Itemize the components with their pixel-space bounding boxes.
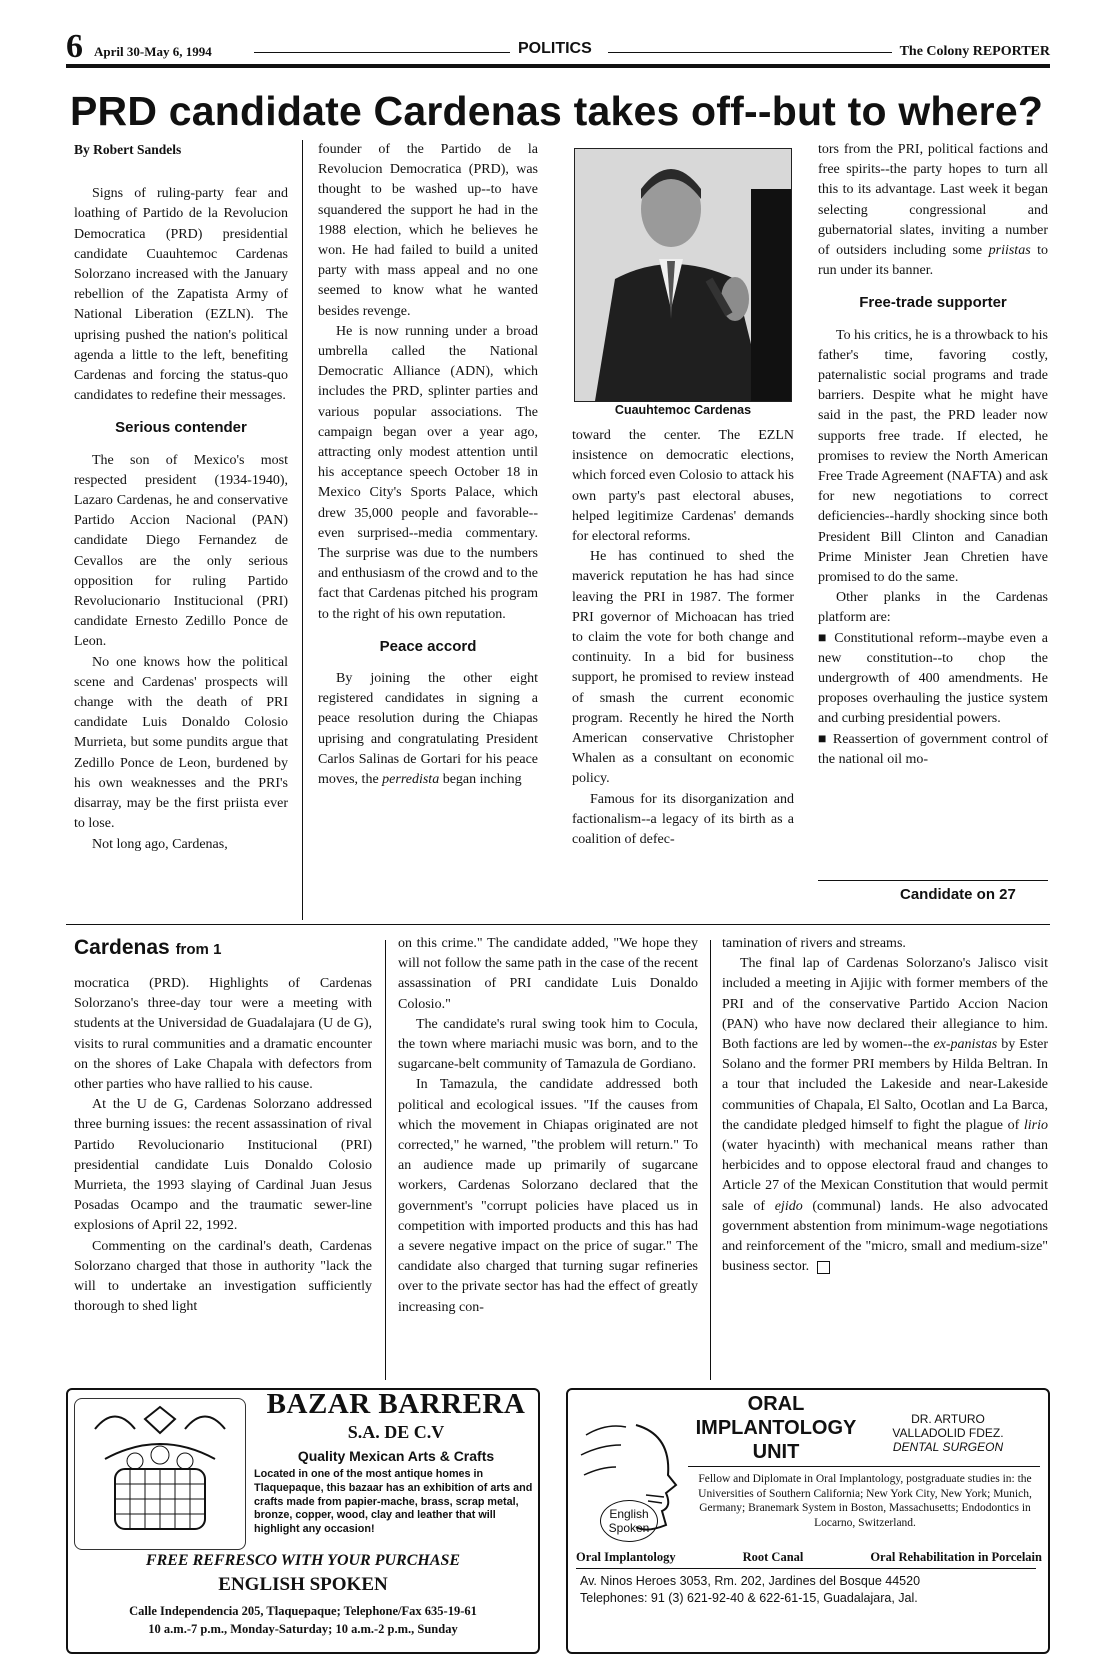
bazar-description: Located in one of the most antique homes in Tlaquepaque, this bazaar has an exhibition of arts and crafts made from papier-mache, brass, scrap metal, bronze, copper, wood, clay and leather that will highlight any occasion! bbox=[254, 1468, 533, 1536]
end-mark-icon bbox=[817, 1261, 830, 1274]
candidate-photo-illustration bbox=[575, 149, 791, 401]
section-divider bbox=[66, 924, 1050, 925]
column-rule bbox=[385, 940, 386, 1380]
bazar-basket-illustration bbox=[75, 1399, 245, 1549]
paragraph: Signs of ruling-party fear and loathing of Partido de la Revolucion Democratica (PRD) presidential candidate Cuauhtemoc Cardenas Solorzano increased with the January rebellion of the Zapatista Army of National Liberation (EZLN). The uprising pushed the nation's political agenda a little to the left, benefiting Cardenas and forcing the status-quo candidates to redefine their messages. bbox=[74, 186, 288, 404]
article-column-2 bbox=[318, 140, 538, 790]
bazar-name: BAZAR BARRERA bbox=[266, 1388, 526, 1420]
byline: By Robert Sandels bbox=[74, 142, 182, 157]
candidate-photo bbox=[574, 148, 792, 402]
paragraph: No one knows how the political scene and Cardenas' prospects will change with the death of PRI candidate Luis Donaldo Colosio Murrieta, but some pundits argue that Zedillo Ponce de Leon, burdened by his own weaknesses and the PRI's disarray, may be the first priista ever to lose. bbox=[74, 654, 288, 832]
paragraph: In Tamazula, the candidate addressed both political and ecological issues. "If the causes from which the movement in Chiapas originated are not corrected," he warned, "the problem will return." To an audience made up primarily of sugarcane workers, Cardenas Solorzano declared that the government's "corrupt policies have placed us in competition with imported products and this has had a severe negative impact on the price of sugar." The candidate also charged that turning sugar refineries over to the private sector has had the effect of greatly increasing con- bbox=[398, 1077, 698, 1315]
oral-title: ORAL IMPLANTOLOGY UNIT bbox=[695, 1393, 857, 1463]
paragraph: The son of Mexico's most respected president (1934-1940), Lazaro Cardenas, he and conservative Partido Accion Nacional (PAN) candidate Diego Fernandez de Cevallos are the only serious opposition for ruling Partido Revolucionario Institucional (PRI) candidate Ernesto Zedillo Ponce de Leon. bbox=[74, 452, 288, 650]
header-rule-right bbox=[608, 52, 892, 53]
paragraph: By joining the other eight registered candidates in signing a peace resolution during the Chiapas uprising and congratulating President Carlos Salinas de Gortari for his peace moves, the perredista began inching bbox=[318, 671, 538, 788]
english-spoken-badge: English Spoken bbox=[600, 1500, 658, 1542]
oral-description: Fellow and Diplomate in Oral Implantology, postgraduate studies in: the Universities of Southern California; New York City, New York; Munich, Germany; Branemark System in Boston, Massachusetts; Endodontics in Locarno, Switzerland. bbox=[698, 1473, 1032, 1529]
oral-address: Av. Ninos Heroes 3053, Rm. 202, Jardines del Bosque 44520 bbox=[580, 1574, 921, 1588]
paragraph: tors from the PRI, political factions and free spirits--the party hopes to turn all this to its advantage. Last week it began selecting congressional and gubernatorial slates, inviting a number of outsiders including some priistas to run under its banner. bbox=[818, 142, 1049, 279]
paragraph: founder of the Partido de la Revolucion Democratica (PRD), was thought to be washed up--to have squandered the support he had in the 1988 election, which he believes he won. He had failed to build a united party with mass appeal and no one seemed to know what he wanted besides revenge. bbox=[318, 142, 538, 319]
paragraph: toward the center. The EZLN insistence on democratic elections, which forced even Colosio to attack his own party's past electoral abuses, helped legitimize Cardenas' demands for electoral reforms. bbox=[572, 428, 794, 545]
subhead-serious-contender: Serious contender bbox=[115, 419, 247, 437]
article-column-1 bbox=[74, 140, 288, 855]
paper-name: The Colony REPORTER bbox=[899, 44, 1050, 59]
service-item: Oral Implantology bbox=[576, 1550, 676, 1564]
paragraph: on this crime." The candidate added, "We hope they will not follow the same path in the case of the recent assassination of PRI candidate Luis Donaldo Colosio." bbox=[398, 936, 698, 1012]
paragraph: The candidate's rural swing took him to Cocula, the town where mariachi music was born, and to the sugarcane-belt community of Tamazula de Gordiano. bbox=[398, 1016, 698, 1073]
paragraph: Famous for its disorganization and factionalism--a legacy of its birth as a coalition of defec- bbox=[572, 791, 794, 848]
paragraph: Commenting on the cardinal's death, Cardenas Solorzano charged that those in authority "lack the will to undertake an investigation sufficiently thorough to shed light bbox=[74, 1238, 372, 1315]
subhead-free-trade: Free-trade supporter bbox=[859, 294, 1007, 312]
header-thick-rule bbox=[66, 64, 1050, 68]
bazar-address: Calle Independencia 205, Tlaquepaque; Telephone/Fax 635-19-61 10 a.m.-7 p.m., Monday-Saturday; 10 a.m.-2 p.m., Sunday bbox=[129, 1604, 477, 1636]
bullet-item: ■ Constitutional reform--maybe even a new constitution--to chop the undergrowth of 400 amendments. He proposes overhauling the justice system and curbing presidential powers. bbox=[818, 630, 1048, 727]
continued-column-1 bbox=[74, 974, 372, 1317]
bazar-tagline: Quality Mexican Arts & Crafts bbox=[297, 1448, 495, 1464]
service-item: Oral Rehabilitation in Porcelain bbox=[870, 1550, 1042, 1564]
paragraph: Not long ago, Cardenas, bbox=[92, 836, 228, 852]
continued-headline: Cardenas from 1 bbox=[74, 936, 222, 959]
page-number: 6 bbox=[66, 28, 83, 65]
jump-rule bbox=[818, 880, 1048, 881]
oral-address-box bbox=[576, 1568, 1036, 1609]
bazar-offer: FREE REFRESCO WITH YOUR PURCHASE bbox=[145, 1552, 461, 1569]
article-column-4 bbox=[818, 140, 1048, 770]
service-item: Root Canal bbox=[742, 1550, 804, 1564]
oral-phones: Telephones: 91 (3) 621-92-40 & 622-61-15, Guadalajara, Jal. bbox=[580, 1591, 918, 1605]
paragraph: To his critics, he is a throwback to his father's time, favoring costly, paternalistic social programs and trade barriers. Despite what he might have said in the past, the PRD leader now supports free trade. If elected, he promises to review the North American Free Trade Agreement (NAFTA) and ask for new negotiations to correct deficiencies--hardly shocking since both President Bill Clinton and Canadian Prime Minister Jean Chretien have promised to do the same. bbox=[818, 327, 1048, 586]
column-rule bbox=[710, 940, 711, 1380]
headline: PRD candidate Cardenas takes off--but to where? bbox=[70, 88, 1044, 134]
bazar-logo bbox=[74, 1398, 246, 1550]
issue-date: April 30-May 6, 1994 bbox=[94, 44, 212, 59]
header-rule-left bbox=[254, 52, 510, 53]
bullet-square-icon: ■ bbox=[818, 630, 829, 646]
section-name: POLITICS bbox=[518, 40, 592, 57]
oral-divider bbox=[688, 1466, 1040, 1467]
paragraph: He is now running under a broad umbrella called the National Democratic Alliance (ADN), which includes the PRD, splinter parties and various popular associations. The campaign began over a year ago, attracting only modest attention until his acceptance speech October 18 in Mexico City's Sports Palace, which drew 35,000 people and favorable--even surprised--media commentary. The surprise was due to the numbers and enthusiasm of the crowd and to the fact that Cardenas pitched his program to the right of his own reputation. bbox=[318, 323, 538, 622]
article-column-3 bbox=[572, 426, 794, 850]
paragraph: The final lap of Cardenas Solorzano's Jalisco visit included a meeting in Ajijic with former members of the PRI and of the conservative Partido Accion Nacion (PAN) who have now declared their allegiance to him. Both factions are led by women--the ex-panistas by Ester Solano and the former PRI members by Hilda Beltran. In a tour that included the Lakeside and near-Lakeside communities of Chapala, El Salto, Ocotlan and La Barca, the candidate pledged himself to fight the plague of lirio (water hyacinth) with mechanical means rather than herbicides and to oppose electoral fraud and changes to Article 27 of the Mexican Constitution that would permit sale of ejido (communal) lands. He also advocated government abstention from minimum-wage negotiations and reinforcement of the "micro, small and medium-size" business sector. bbox=[722, 956, 1049, 1275]
doctor-name: DR. ARTURO VALLADOLID FDEZ. DENTAL SURGEON bbox=[892, 1412, 1004, 1454]
page-header bbox=[66, 28, 1050, 66]
continued-column-3 bbox=[722, 934, 1048, 1277]
bullet-square-icon: ■ bbox=[818, 731, 828, 747]
paragraph: Other planks in the Cardenas platform are: bbox=[818, 590, 1048, 626]
oral-services bbox=[576, 1550, 1042, 1565]
oral-implantology-ad bbox=[566, 1388, 1050, 1654]
photo-caption: Cuauhtemoc Cardenas bbox=[614, 403, 752, 417]
bazar-english-spoken: ENGLISH SPOKEN bbox=[218, 1574, 388, 1595]
continued-column-2 bbox=[398, 934, 698, 1318]
bullet-item: ■ Reassertion of government control of the national oil mo- bbox=[818, 731, 1048, 767]
paragraph: He has continued to shed the maverick reputation he has had since leaving the PRI in 1987. The former PRI governor of Michoacan has tried to claim the vote for both change and continuity. In a bid for business support, he promised to review instead of smash the current economic program. Recently he hired the North American conservative Christopher Whalen as a consultant on economic policy. bbox=[572, 549, 794, 787]
jump-line-candidate: Candidate on 27 bbox=[900, 886, 1016, 903]
paragraph: mocratica (PRD). Highlights of Cardenas Solorzano's three-day tour were a meeting with students at the Universidad de Guadalajara (U de G), visits to rural communities and a dramatic encounter on the shores of Lake Chapala with defectors from other parties who have rallied to his cause. bbox=[74, 976, 372, 1093]
paragraph: At the U de G, Cardenas Solorzano addressed three burning issues: the recent assassination of rival Partido Revolucionario Institucional (PRI) presidential candidate Luis Donaldo Colosio Murrieta, the 1993 slaying of Cardinal Juan Jesus Posadas Ocampo and the traumatic sewer-line explosions of April 22, 1992. bbox=[74, 1097, 372, 1234]
paragraph: tamination of rivers and streams. bbox=[722, 936, 906, 951]
bazar-company: S.A. DE C.V bbox=[347, 1422, 445, 1442]
bazar-barrera-ad bbox=[66, 1388, 540, 1654]
subhead-peace-accord: Peace accord bbox=[379, 637, 477, 655]
column-rule bbox=[302, 140, 303, 920]
